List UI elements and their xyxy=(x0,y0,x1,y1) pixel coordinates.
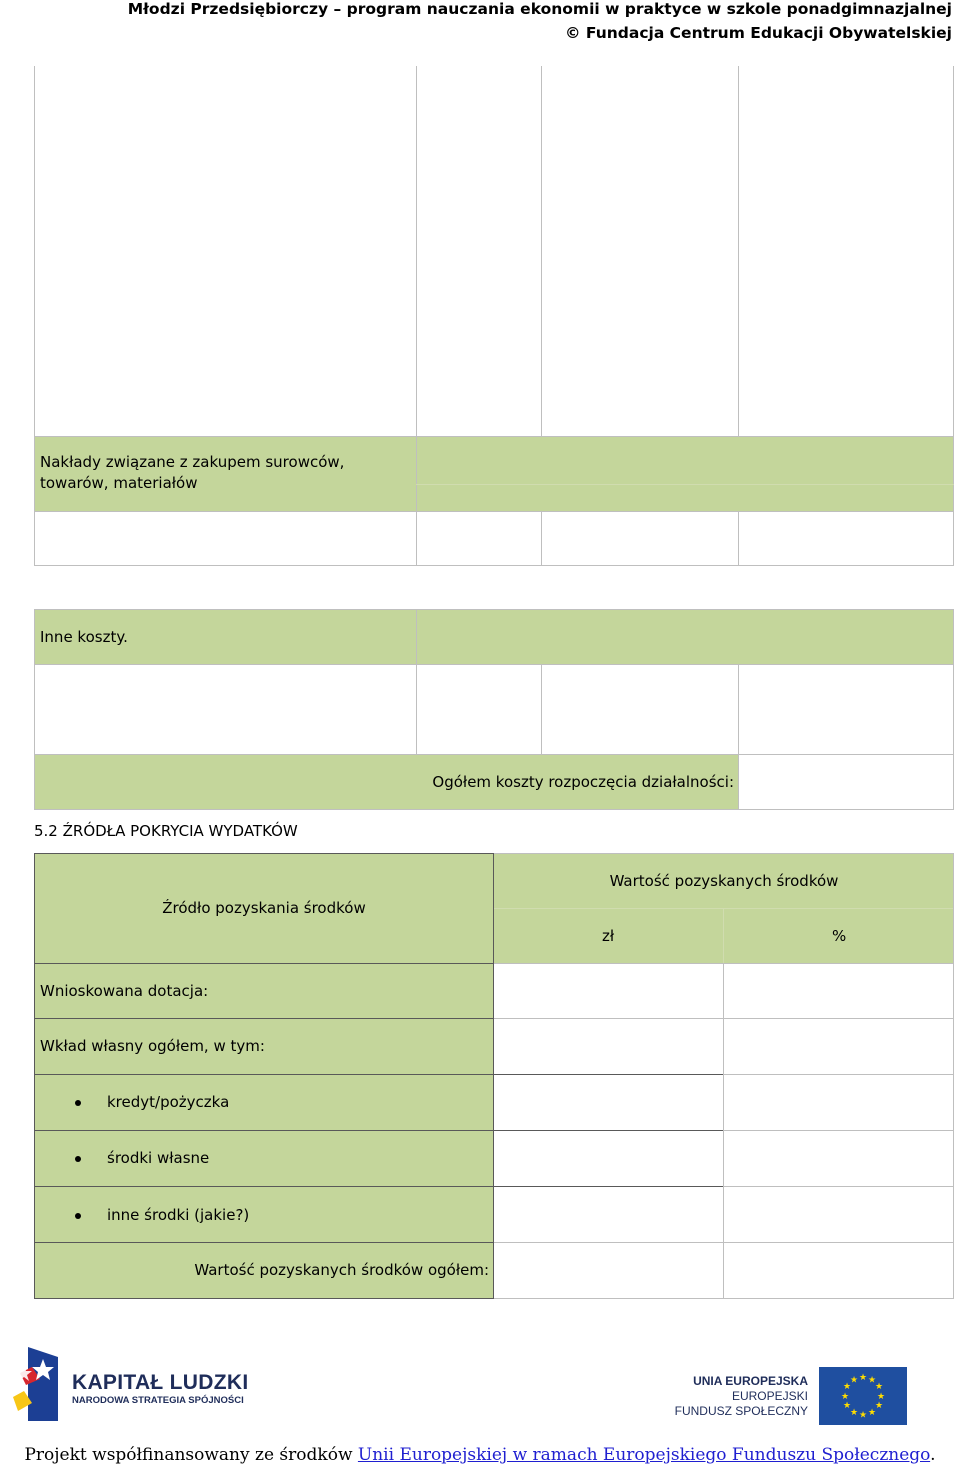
bullet-icon xyxy=(75,1156,81,1162)
svg-text:★: ★ xyxy=(849,1408,859,1418)
costs-blank-row-2 xyxy=(34,664,954,755)
svg-text:★: ★ xyxy=(867,1408,877,1418)
grant-zl-field[interactable] xyxy=(495,965,723,1019)
eu-line-1: UNIA EUROPEJSKA xyxy=(693,1374,808,1388)
footer-suffix: . xyxy=(930,1445,936,1465)
header-line-1: Młodzi Przedsiębiorczy – program nauczania ekonomii w praktyce w szkole ponadgimnazjalnej xyxy=(127,0,952,18)
eu-logo xyxy=(674,1367,910,1427)
own-pct-field[interactable] xyxy=(724,1020,953,1074)
footer-link[interactable]: Unii Europejskiej w ramach Europejskiego Funduszu Społecznego xyxy=(357,1445,931,1465)
sources-total-label: Wartość pozyskanych środków ogółem: xyxy=(194,1261,489,1279)
bullet-icon xyxy=(75,1100,81,1106)
bullet-icon xyxy=(75,1213,81,1219)
sources-row-loan: kredyt/pożyczka xyxy=(107,1093,230,1111)
svg-text:★: ★ xyxy=(858,1373,868,1383)
costs-row-other xyxy=(34,609,954,665)
footer-prefix: Projekt współfinansowany ze środków xyxy=(24,1445,358,1465)
eu-line-3: FUNDUSZ SPOŁECZNY xyxy=(674,1404,808,1418)
svg-text:★: ★ xyxy=(840,1392,850,1402)
sources-header-value-label: Wartość pozyskanych środków xyxy=(609,872,839,890)
costs-total-value[interactable] xyxy=(738,754,954,810)
costs-row-materials-label: Nakłady związane z zakupem surowców, towarów, materiałów xyxy=(40,453,345,492)
eu-line-2: EUROPEJSKI xyxy=(731,1389,808,1403)
own-funds-zl-field[interactable] xyxy=(495,1132,723,1187)
sources-body-left xyxy=(34,964,494,1299)
section-title: 5.2 ŹRÓDŁA POKRYCIA WYDATKÓW xyxy=(34,822,298,840)
own-zl-field[interactable] xyxy=(495,1020,723,1074)
costs-row-other-label: Inne koszty. xyxy=(40,628,128,646)
own-funds-pct-field[interactable] xyxy=(724,1132,953,1187)
other-pct-field[interactable] xyxy=(724,1188,953,1243)
loan-pct-field[interactable] xyxy=(724,1076,953,1131)
total-zl-field[interactable] xyxy=(495,1244,723,1298)
svg-text:★: ★ xyxy=(876,1392,886,1402)
kl-sub: NARODOWA STRATEGIA SPÓJNOŚCI xyxy=(72,1395,244,1406)
loan-zl-field[interactable] xyxy=(495,1076,723,1131)
other-zl-field[interactable] xyxy=(495,1188,723,1243)
grant-pct-field[interactable] xyxy=(724,965,953,1019)
costs-total-label: Ogółem koszty rozpoczęcia działalności: xyxy=(432,773,734,791)
sources-row-own-funds: środki własne xyxy=(107,1149,210,1167)
svg-text:★: ★ xyxy=(867,1375,877,1386)
sources-row-other: inne środki (jakie?) xyxy=(107,1206,250,1224)
sources-header-pct: % xyxy=(832,927,847,945)
footer xyxy=(0,1445,960,1465)
svg-text:★: ★ xyxy=(849,1375,859,1386)
costs-blank-row xyxy=(34,511,954,566)
svg-text:★: ★ xyxy=(874,1401,884,1411)
eu-flag-icon xyxy=(819,1367,907,1425)
header-line-2: © Fundacja Centrum Edukacji Obywatelskiej xyxy=(564,24,952,42)
sources-row-grant: Wnioskowana dotacja: xyxy=(40,982,209,1000)
kl-name: KAPITAŁ LUDZKI xyxy=(72,1371,249,1394)
total-pct-field[interactable] xyxy=(724,1244,953,1298)
kapital-ludzki-logo xyxy=(10,1345,250,1425)
sources-header-source-label: Źródło pozyskania środków xyxy=(162,899,366,917)
svg-text:★: ★ xyxy=(842,1401,852,1411)
svg-text:★: ★ xyxy=(842,1382,852,1392)
svg-text:★: ★ xyxy=(874,1382,884,1392)
sources-header-zl: zł xyxy=(602,927,615,945)
svg-text:★: ★ xyxy=(858,1410,868,1421)
sources-row-own: Wkład własny ogółem, w tym: xyxy=(40,1037,265,1055)
